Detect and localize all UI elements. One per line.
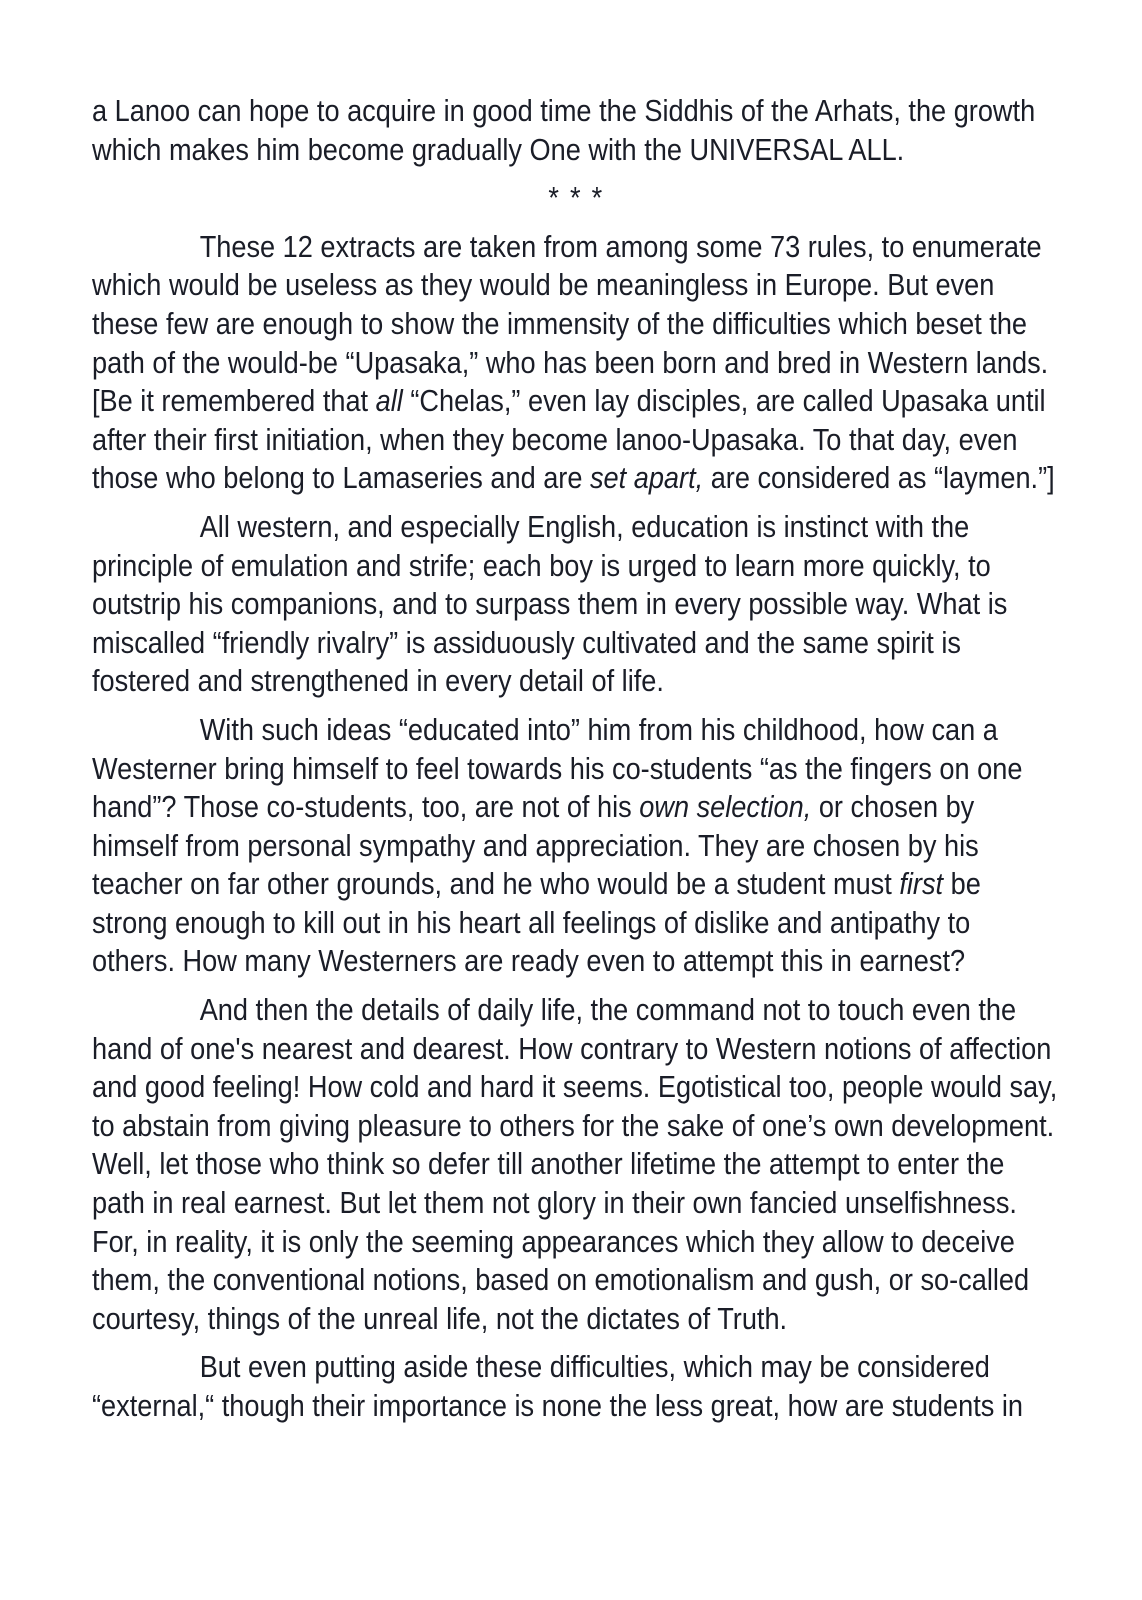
paragraph-text: are considered as “laymen.”] (703, 461, 1055, 496)
paragraph-westerner (92, 711, 1060, 981)
emphasis-text: first (899, 867, 944, 902)
emphasis-text: own selection, (639, 790, 812, 825)
paragraph-extracts (92, 228, 1060, 498)
paragraph-education: All western, and especially English, education is instinct with the principle of emulation and strife; each boy is urged to learn more quickly, to outstrip his companions, and to surpass them in every possible way. What is miscalled “friendly rivalry” is assiduously cultivated and the same spirit is fostered and strengthened in every detail of life. (92, 509, 1008, 699)
emphasis-text: set apart, (589, 461, 704, 496)
paragraph-continuation: a Lanoo can hope to acquire in good time the Siddhis of the Arhats, the growth which makes him become gradually One with the UNIVERSAL ALL. (92, 94, 1036, 167)
document-page (92, 92, 1060, 1436)
emphasis-text: all (375, 384, 403, 419)
paragraph-difficulties: But even putting aside these difficulties, which may be considered “external,“ though their importance is none the less great, how are students in (92, 1350, 1023, 1423)
paragraph-text: “Chelas,” even lay disciples, are called Upasaka until after their first initiation, when they become lanoo-Upasaka. To that day, even those who belong to Lamaseries and are (92, 384, 1046, 496)
paragraph-text: With such ideas “educated into” him from his childhood, how can a Westerner bring himself to feel towards his co-students “as the fingers on one hand”? Those co-students, too, are not of his (92, 712, 1023, 825)
paragraph-daily-life: And then the details of daily life, the command not to touch even the hand of one's nearest and dearest. How contrary to Western notions of affection and good feeling! How cold and hard it seems. Egotistical too, people would say, to abstain from giving pleasure to others for the sake of one’s own development. Well, let those who think so defer till another lifetime the attempt to enter the path in real earnest. But let them not glory in their own fancied unselfishness. For, in reality, it is only the seeming appearances which they allow to deceive them, the conventional notions, based on emotionalism and gush, or so-called courtesy, things of the unreal life, not the dictates of Truth. (92, 993, 1058, 1336)
section-separator: * * * (548, 181, 605, 216)
paragraph-text: be strong enough to kill out in his heart all feelings of dislike and antipathy to others. How many Westerners are ready even to attempt this in earnest? (92, 867, 981, 979)
paragraph-text: or chosen by himself from personal sympathy and appreciation. They are chosen by his teacher on far other grounds, and he who would be a student must (92, 790, 979, 902)
paragraph-text: These 12 extracts are taken from among some 73 rules, to enumerate which would be useless as they would be meaningless in Europe. But even these few are enough to show the immensity of the difficulties which beset the path of the would-be “Upasaka,” who has been born and bred in Western lands. [Be it remembered that (92, 229, 1049, 419)
